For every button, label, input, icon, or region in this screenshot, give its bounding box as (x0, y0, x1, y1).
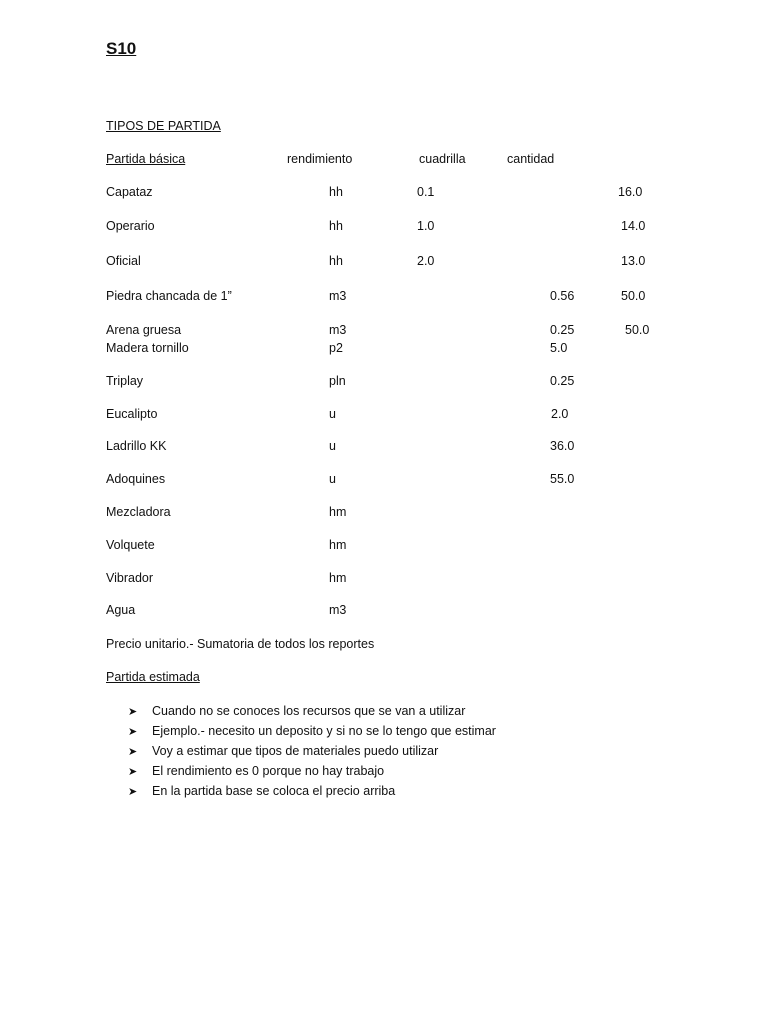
partida-estimada-heading: Partida estimada (106, 670, 200, 684)
row-cantidad: 36.0 (550, 439, 575, 453)
row-name: Capataz (106, 185, 153, 199)
row-unit: m3 (329, 603, 347, 617)
list-item-text: Cuando no se conoces los recursos que se van a utilizar (152, 704, 466, 718)
section-heading: TIPOS DE PARTIDA (106, 119, 221, 133)
row-name: Madera tornillo (106, 341, 189, 355)
row-cuadrilla: 1.0 (417, 219, 435, 233)
list-item (128, 721, 496, 741)
arrow-bullet-icon: ➤ (128, 725, 138, 738)
header-rendimiento: rendimiento (287, 152, 353, 166)
row-price: 16.0 (618, 185, 643, 199)
row-unit: hm (329, 571, 347, 585)
row-cantidad: 2.0 (551, 407, 569, 421)
arrow-bullet-icon: ➤ (128, 745, 138, 758)
row-price: 13.0 (621, 254, 646, 268)
arrow-bullet-icon: ➤ (128, 785, 138, 798)
row-name: Oficial (106, 254, 141, 268)
row-unit: p2 (329, 341, 343, 355)
row-name: Arena gruesa (106, 323, 182, 337)
list-item (128, 761, 496, 781)
row-cuadrilla: 0.1 (417, 185, 435, 199)
row-unit: hm (329, 505, 347, 519)
header-partida-basica: Partida básica (106, 152, 186, 166)
row-price: 14.0 (621, 219, 646, 233)
row-unit: u (329, 472, 336, 486)
header-cantidad: cantidad (507, 152, 555, 166)
row-name: Ladrillo KK (106, 439, 167, 453)
row-name: Triplay (106, 374, 144, 388)
row-unit: hh (329, 185, 343, 199)
row-name: Volquete (106, 538, 155, 552)
row-name: Vibrador (106, 571, 154, 585)
list-item (128, 781, 496, 801)
row-name: Piedra chancada de 1” (106, 289, 232, 303)
row-price: 50.0 (621, 289, 646, 303)
row-unit: u (329, 439, 336, 453)
row-cuadrilla: 2.0 (417, 254, 435, 268)
row-unit: m3 (329, 289, 347, 303)
arrow-bullet-icon: ➤ (128, 765, 138, 778)
row-unit: hh (329, 219, 343, 233)
row-unit: hh (329, 254, 343, 268)
row-unit: pln (329, 374, 346, 388)
row-name: Eucalipto (106, 407, 158, 421)
row-name: Operario (106, 219, 155, 233)
document-title: S10 (106, 39, 137, 58)
list-item-text: En la partida base se coloca el precio arriba (152, 784, 396, 798)
list-item (128, 701, 496, 721)
row-unit: m3 (329, 323, 347, 337)
row-cantidad: 5.0 (550, 341, 568, 355)
row-cantidad: 0.25 (550, 323, 575, 337)
row-cantidad: 0.56 (550, 289, 575, 303)
bullet-list (128, 701, 496, 801)
row-name: Agua (106, 603, 136, 617)
row-cantidad: 0.25 (550, 374, 575, 388)
row-price: 50.0 (625, 323, 650, 337)
list-item-text: Ejemplo.- necesito un deposito y si no se lo tengo que estimar (152, 724, 496, 738)
precio-unitario-text: Precio unitario.- Sumatoria de todos los reportes (106, 637, 375, 651)
row-cantidad: 55.0 (550, 472, 575, 486)
row-name: Adoquines (106, 472, 166, 486)
row-unit: hm (329, 538, 347, 552)
list-item (128, 741, 496, 761)
list-item-text: El rendimiento es 0 porque no hay trabajo (152, 764, 385, 778)
row-name: Mezcladora (106, 505, 171, 519)
list-item-text: Voy a estimar que tipos de materiales puedo utilizar (152, 744, 439, 758)
row-unit: u (329, 407, 336, 421)
header-cuadrilla: cuadrilla (419, 152, 466, 166)
arrow-bullet-icon: ➤ (128, 705, 138, 718)
